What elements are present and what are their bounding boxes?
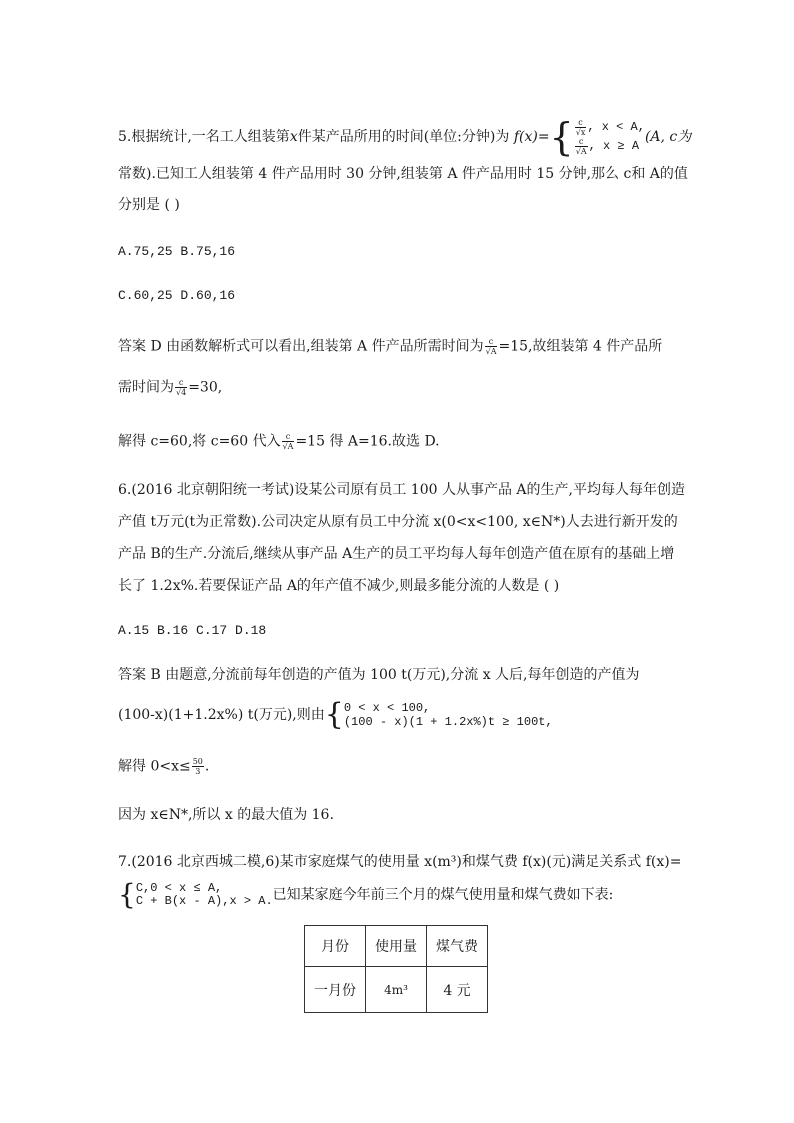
q6-line2: 产值 t万元(t为正常数).公司决定从原有员工中分流 x(0<x<100, x∈N*)人去进行新开发的 bbox=[118, 514, 678, 530]
q6-answer-line1: 答案 B 由题意,分流前每年创造的产值为 100 t(万元),分流 x 人后,每年创造的产值为 bbox=[118, 667, 640, 683]
q5-line1 bbox=[118, 115, 692, 159]
q6-answer-fraction: $\frac{50}{3}$ bbox=[192, 757, 203, 776]
q5-answer-fraction3: $\frac{c}{√A}$ bbox=[282, 432, 294, 451]
q5-options-ab: A.75,25 B.75,16 bbox=[118, 244, 236, 259]
table-row bbox=[305, 967, 488, 1013]
q5-answer-line1: 答案 D 由函数解析式可以看出,组装第 A 件产品所需时间为 $\frac{c}{√A}$ =15,故组装第 4 件产品所 bbox=[118, 337, 663, 356]
q6-answer-line3: 解得 0<x≤ $\frac{50}{3}$ . bbox=[118, 757, 210, 776]
q5-answer-line3: 解得 c=60,将 c=60 代入 $\frac{c}{√A}$ =15 得 A=16.故选 D. bbox=[118, 432, 440, 451]
q5-var-x: x bbox=[289, 129, 298, 145]
table-header-cell: 月份 bbox=[305, 926, 366, 967]
q7-piecewise: { C,0 < x ≤ A, C + B(x - A),x > A. bbox=[118, 878, 273, 911]
q5-intro-text: 5.根据统计,一名工人组装第 bbox=[118, 129, 290, 145]
q6-system-of-inequalities: { 0 < x < 100, (100 - x)(1 + 1.2x%)t ≥ 100t, bbox=[324, 697, 553, 732]
q5-line3: 分别是 ( ) bbox=[118, 197, 180, 213]
q6-line3: 产品 B的生产.分流后,继续从事产品 A生产的员工平均每人每年创造产值在原有的基础上增 bbox=[118, 546, 675, 562]
q7-line2: { C,0 < x ≤ A, C + B(x - A),x > A. 已知某家庭今年前三个月的煤气使用量和煤气费如下表: bbox=[118, 878, 614, 911]
q5-line2: 常数).已知工人组装第 4 件产品用时 30 分钟,组装第 A 件产品用时 15 分钟,那么 c和 A的值 bbox=[118, 166, 688, 182]
table-header-row bbox=[305, 926, 488, 967]
q5-options-cd: C.60,25 D.60,16 bbox=[118, 288, 236, 303]
table-cell: 一月份 bbox=[305, 967, 366, 1013]
q5-answer-fraction1: $\frac{c}{√A}$ bbox=[485, 337, 497, 356]
q5-tail-text: (A, c为 bbox=[644, 129, 692, 145]
table-header-cell: 使用量 bbox=[366, 926, 427, 967]
q5-function-name: f(x)= bbox=[513, 129, 550, 145]
table-cell: 4m³ bbox=[366, 967, 427, 1013]
q5-answer-fraction2: $\frac{c}{√4}$ bbox=[176, 378, 187, 397]
q6-answer-line2: (100-x)(1+1.2x%) t(万元),则由 { 0 < x < 100, (100 - x)(1 + 1.2x%)t ≥ 100t, bbox=[118, 697, 553, 732]
q6-line4: 长了 1.2x%.若要保证产品 A的年产值不减少,则最多能分流的人数是 ( ) bbox=[118, 578, 560, 594]
q6-line1: 6.(2016 北京朝阳统一考试)设某公司原有员工 100 人从事产品 A的生产,平均每人每年创造 bbox=[118, 482, 685, 498]
table-header-cell: 煤气费 bbox=[427, 926, 488, 967]
q6-options: A.15 B.16 C.17 D.18 bbox=[118, 623, 267, 638]
q7-line1: 7.(2016 北京西城二模,6)某市家庭煤气的使用量 x(m³)和煤气费 f(x)(元)满足关系式 f(x)= bbox=[118, 854, 682, 870]
q6-answer-line4: 因为 x∈N*,所以 x 的最大值为 16. bbox=[118, 807, 334, 823]
q5-answer-line2: 需时间为 $\frac{c}{√4}$ =30, bbox=[118, 378, 223, 397]
table-cell: 4 元 bbox=[427, 967, 488, 1013]
gas-usage-table bbox=[304, 925, 488, 1013]
q5-piecewise: { $\frac{c}{√x}$ , x < A, $\frac{c}{√A}$ , x ≥ A bbox=[549, 115, 645, 159]
q5-mid-text: 件某产品所用的时间(单位:分钟)为 bbox=[297, 129, 510, 145]
